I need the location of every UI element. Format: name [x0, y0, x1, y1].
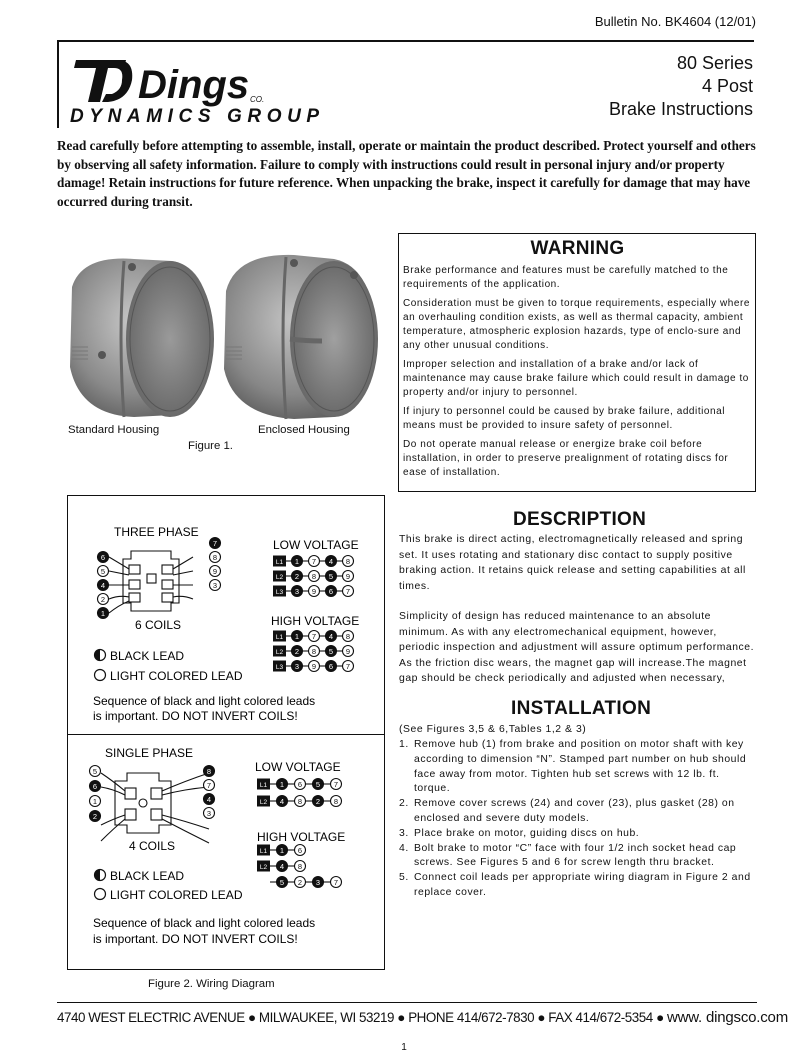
- svg-text:1: 1: [279, 846, 285, 855]
- lead-terminal: [326, 661, 337, 672]
- lead-terminal: [90, 766, 101, 777]
- three-phase-high-voltage: HIGH VOLTAGE: [271, 614, 360, 628]
- svg-text:4: 4: [100, 581, 106, 590]
- step-number: 4.: [399, 842, 409, 854]
- single-phase-low-table: [257, 779, 342, 807]
- svg-text:1: 1: [100, 609, 106, 618]
- step-number: 3.: [399, 827, 409, 839]
- three-phase-right-leads: [210, 538, 221, 591]
- footer-contact: [57, 1009, 788, 1026]
- lead-terminal: [210, 566, 221, 577]
- three-phase-section: [93, 525, 359, 723]
- bullet-icon: ●: [397, 1010, 405, 1025]
- warning-title: WARNING: [530, 238, 625, 259]
- svg-text:8: 8: [206, 767, 212, 776]
- svg-text:3: 3: [294, 587, 300, 596]
- document-title: [609, 52, 753, 121]
- list-item: [399, 738, 759, 797]
- lead-terminal: [343, 661, 354, 672]
- svg-text:L1: L1: [259, 782, 268, 789]
- lead-terminal: [295, 861, 306, 872]
- logo-group: DYNAMICS GROUP: [70, 106, 325, 125]
- lead-terminal: [313, 779, 324, 790]
- svg-text:L2: L2: [275, 649, 284, 656]
- installation-reference: (See Figures 3,5 & 6,Tables 1,2 & 3): [399, 724, 587, 735]
- line-terminal: [273, 571, 286, 582]
- line-terminal: [273, 556, 286, 567]
- step-text: Remove cover screws (24) and cover (23), plus gasket (28) on enclosed and severe duty models.: [414, 798, 735, 824]
- single-phase-right-leads: [204, 766, 215, 819]
- single-phase-light-lead: LIGHT COLORED LEAD: [110, 888, 243, 902]
- line-terminal: [273, 661, 286, 672]
- line-terminal: [257, 779, 270, 790]
- svg-text:2: 2: [297, 878, 303, 887]
- warning-paragraph: If injury to personnel could be caused by brake failure, additional means must be provided to insure safety of personnel.: [403, 406, 726, 431]
- svg-text:9: 9: [345, 572, 351, 581]
- svg-text:5: 5: [315, 780, 321, 789]
- lead-terminal: [295, 779, 306, 790]
- lead-terminal: [295, 877, 306, 888]
- description-title: DESCRIPTION: [513, 509, 647, 530]
- page-number: 1: [401, 1042, 407, 1053]
- dings-mark-icon: [74, 60, 132, 102]
- svg-text:1: 1: [294, 557, 300, 566]
- single-phase-note: Sequence of black and light colored leads: [93, 916, 316, 930]
- dings-logo: [68, 50, 408, 125]
- three-phase-left-leads: [98, 552, 109, 619]
- svg-text:6: 6: [92, 782, 98, 791]
- lead-terminal: [326, 586, 337, 597]
- svg-text:4: 4: [206, 795, 212, 804]
- list-item: [399, 842, 759, 872]
- svg-text:2: 2: [315, 797, 321, 806]
- description-paragraph: Simplicity of design has reduced maintenance to an absolute minimum. As with any electromechanical equipment, however, periodic inspection and adjustment will assure optimum performance. As the friction disc wears, the magnet gap will increase.The magnet gap should be check periodically and adjusted when necessary,: [399, 611, 755, 685]
- svg-text:8: 8: [212, 553, 218, 562]
- lead-terminal: [309, 631, 320, 642]
- lead-terminal: [90, 781, 101, 792]
- lead-terminal: [98, 580, 109, 591]
- footer-fax: FAX 414/672-5354: [548, 1010, 653, 1025]
- lead-terminal: [292, 586, 303, 597]
- svg-text:9: 9: [212, 567, 218, 576]
- lead-terminal: [292, 646, 303, 657]
- bullet-icon: ●: [247, 1010, 256, 1025]
- lead-terminal: [309, 571, 320, 582]
- svg-text:7: 7: [206, 781, 212, 790]
- single-phase-black-lead: BLACK LEAD: [110, 869, 185, 883]
- svg-text:8: 8: [345, 632, 351, 641]
- svg-text:2: 2: [294, 647, 300, 656]
- lead-terminal: [309, 661, 320, 672]
- svg-text:2: 2: [100, 595, 106, 604]
- single-phase-title: SINGLE PHASE: [105, 746, 194, 760]
- figure1-caption: Figure 1.: [188, 440, 233, 452]
- svg-text:7: 7: [345, 587, 351, 596]
- lead-terminal: [343, 631, 354, 642]
- footer-address: 4740 WEST ELECTRIC AVENUE: [57, 1010, 245, 1025]
- lead-terminal: [343, 556, 354, 567]
- svg-text:5: 5: [328, 647, 334, 656]
- lead-terminal: [295, 845, 306, 856]
- list-item: [399, 827, 759, 842]
- title-series: 80 Series: [676, 53, 753, 73]
- line-terminal: [273, 646, 286, 657]
- caption-enclosed-housing: Enclosed Housing: [258, 424, 350, 436]
- step-text: Place brake on motor, guiding discs on hub.: [414, 827, 640, 839]
- lead-terminal: [295, 796, 306, 807]
- black-lead-icon: [95, 650, 106, 661]
- lead-terminal: [331, 877, 342, 888]
- lead-terminal: [292, 631, 303, 642]
- lead-terminal: [277, 861, 288, 872]
- three-phase-low-table: [273, 556, 354, 597]
- svg-text:5: 5: [328, 572, 334, 581]
- svg-text:8: 8: [311, 647, 317, 656]
- lead-terminal: [277, 845, 288, 856]
- warning-paragraph: Brake performance and features must be carefully matched to the requirements of the application.: [403, 265, 729, 290]
- svg-text:8: 8: [345, 557, 351, 566]
- step-text: Connect coil leads per appropriate wiring diagram in Figure 2 and replace cover.: [414, 872, 751, 898]
- lead-terminal: [210, 580, 221, 591]
- svg-text:3: 3: [315, 878, 321, 887]
- svg-text:5: 5: [279, 878, 285, 887]
- lead-terminal: [326, 556, 337, 567]
- svg-text:1: 1: [279, 780, 285, 789]
- single-phase-high-voltage: HIGH VOLTAGE: [257, 830, 346, 844]
- light-lead-icon: [95, 889, 106, 900]
- lead-terminal: [277, 877, 288, 888]
- three-phase-low-voltage: LOW VOLTAGE: [273, 538, 359, 552]
- line-terminal: [273, 631, 286, 642]
- lead-terminal: [292, 661, 303, 672]
- three-phase-black-lead: BLACK LEAD: [110, 649, 185, 663]
- three-phase-note-warning: is important. DO NOT INVERT COILS!: [93, 709, 298, 723]
- lead-terminal: [292, 556, 303, 567]
- svg-text:L3: L3: [275, 664, 284, 671]
- lead-terminal: [98, 566, 109, 577]
- svg-text:7: 7: [345, 662, 351, 671]
- svg-text:8: 8: [311, 572, 317, 581]
- lead-terminal: [210, 538, 221, 549]
- svg-text:1: 1: [92, 797, 98, 806]
- caption-standard-housing: Standard Housing: [68, 424, 160, 436]
- lead-terminal: [204, 808, 215, 819]
- lead-terminal: [313, 877, 324, 888]
- svg-text:6: 6: [297, 846, 303, 855]
- svg-text:3: 3: [294, 662, 300, 671]
- lead-terminal: [90, 796, 101, 807]
- svg-text:7: 7: [333, 780, 339, 789]
- svg-text:8: 8: [297, 862, 303, 871]
- logo-brand: Dings: [138, 63, 250, 107]
- lead-terminal: [326, 631, 337, 642]
- svg-text:L2: L2: [259, 864, 268, 871]
- lead-terminal: [343, 571, 354, 582]
- lead-terminal: [309, 646, 320, 657]
- standard-housing-photo: [62, 247, 220, 427]
- svg-text:L1: L1: [259, 848, 268, 855]
- svg-text:L2: L2: [259, 799, 268, 806]
- three-phase-note: Sequence of black and light colored leads: [93, 694, 316, 708]
- svg-text:7: 7: [311, 557, 317, 566]
- lead-terminal: [204, 794, 215, 805]
- svg-text:4: 4: [328, 632, 334, 641]
- warning-paragraph: Improper selection and installation of a brake and/or lack of maintenance may cause brake failure which could result in damage to property and/or injury to personnel.: [403, 359, 749, 398]
- footer-website[interactable]: www. dingsco.com: [666, 1009, 788, 1026]
- step-number: 2.: [399, 798, 409, 810]
- three-phase-light-lead: LIGHT COLORED LEAD: [110, 669, 243, 683]
- figure2-caption: Figure 2. Wiring Diagram: [148, 978, 275, 990]
- svg-text:3: 3: [206, 809, 212, 818]
- three-phase-title: THREE PHASE: [114, 525, 199, 539]
- three-phase-coils-label: 6 COILS: [135, 618, 182, 632]
- svg-text:4: 4: [328, 557, 334, 566]
- step-text: Bolt brake to motor “C” face with four 1/2 inch socket head cap screws. See Figures 5 and 6 for screw length thru bracket.: [414, 842, 737, 869]
- svg-text:9: 9: [311, 662, 317, 671]
- lead-terminal: [343, 586, 354, 597]
- description-paragraph: This brake is direct acting, electromagnetically released and spring set. It uses rotating and stationary disc contact to supply positive braking action. It retains quick release and setting capabilities at all times.: [399, 534, 746, 592]
- lead-terminal: [331, 779, 342, 790]
- svg-text:7: 7: [212, 539, 218, 548]
- warning-paragraph: Do not operate manual release or energize brake coil before installation, in order to preserve prealignment of rotating discs for ease of installation.: [403, 439, 729, 478]
- lead-terminal: [98, 552, 109, 563]
- svg-text:6: 6: [297, 780, 303, 789]
- footer-phone: PHONE 414/672-7830: [408, 1010, 535, 1025]
- lead-terminal: [292, 571, 303, 582]
- wiring-diagram: [67, 495, 385, 970]
- svg-text:9: 9: [311, 587, 317, 596]
- svg-text:4: 4: [279, 862, 285, 871]
- title-post: 4 Post: [701, 76, 753, 96]
- svg-text:5: 5: [100, 567, 106, 576]
- lead-terminal: [98, 608, 109, 619]
- svg-text:6: 6: [100, 553, 106, 562]
- title-instructions: Brake Instructions: [608, 99, 753, 119]
- svg-text:L1: L1: [275, 634, 284, 641]
- bulletin-number: Bulletin No. BK4604 (12/01): [594, 14, 756, 29]
- lead-terminal: [210, 552, 221, 563]
- warning-paragraph: Consideration must be given to torque requirements, especially where an overhauling condition exists, as well as thermal capacity, ambient temperature, atmospheric explosion hazards, type of enclo-sure and any other unusual conditions.: [403, 298, 751, 351]
- svg-text:6: 6: [328, 587, 334, 596]
- svg-text:7: 7: [311, 632, 317, 641]
- single-phase-note-warning: is important. DO NOT INVERT COILS!: [93, 932, 298, 946]
- svg-text:7: 7: [333, 878, 339, 887]
- single-phase-section: [90, 746, 346, 946]
- logo-co: CO.: [250, 95, 265, 104]
- lead-terminal: [313, 796, 324, 807]
- lead-terminal: [90, 811, 101, 822]
- list-item: [399, 797, 759, 827]
- lead-terminal: [343, 646, 354, 657]
- bullet-icon: ●: [656, 1010, 664, 1025]
- black-lead-icon: [95, 870, 106, 881]
- lead-terminal: [98, 594, 109, 605]
- svg-text:3: 3: [212, 581, 218, 590]
- svg-text:6: 6: [328, 662, 334, 671]
- lead-terminal: [331, 796, 342, 807]
- svg-text:2: 2: [92, 812, 98, 821]
- step-text: Remove hub (1) from brake and position on motor shaft with key according to dimension “N”. Stamped part number on hub should face away from motor. Tighten hub set screws with 12 lb. ft. torque.: [414, 739, 747, 795]
- footer-city: MILWAUKEE, WI 53219: [258, 1010, 394, 1025]
- installation-title: INSTALLATION: [511, 698, 652, 719]
- lead-terminal: [309, 586, 320, 597]
- lead-terminal: [326, 571, 337, 582]
- lead-terminal: [309, 556, 320, 567]
- svg-text:1: 1: [294, 632, 300, 641]
- svg-text:2: 2: [294, 572, 300, 581]
- svg-text:8: 8: [297, 797, 303, 806]
- line-terminal: [257, 861, 270, 872]
- lead-terminal: [204, 780, 215, 791]
- light-lead-icon: [95, 670, 106, 681]
- svg-text:L1: L1: [275, 559, 284, 566]
- svg-text:5: 5: [92, 767, 98, 776]
- svg-text:L2: L2: [275, 574, 284, 581]
- lead-terminal: [204, 766, 215, 777]
- three-phase-high-table: [273, 631, 354, 672]
- lead-terminal: [277, 779, 288, 790]
- single-phase-high-table: [257, 845, 342, 888]
- bullet-icon: ●: [537, 1010, 546, 1025]
- step-number: 5.: [399, 872, 409, 884]
- line-terminal: [257, 845, 270, 856]
- svg-text:9: 9: [345, 647, 351, 656]
- list-item: [399, 871, 759, 901]
- safety-intro: Read carefully before attempting to assemble, install, operate or maintain the product described. Protect yourself and others by observing all safety information. Failure to comply with instructions could result in personal injury and/or property damage! Retain instructions for future reference. When unpacking the brake, inspect it carefully for damage that may have occurred during transit.: [57, 138, 756, 209]
- lead-terminal: [326, 646, 337, 657]
- three-phase-coil-block: [109, 551, 193, 613]
- enclosed-housing-photo: [218, 247, 384, 427]
- footer-rule: [57, 1002, 757, 1003]
- line-terminal: [257, 796, 270, 807]
- single-phase-coil-block: [101, 773, 212, 843]
- single-phase-left-leads: [90, 766, 101, 822]
- installation-steps: [399, 738, 759, 901]
- step-number: 1.: [399, 739, 409, 750]
- single-phase-low-voltage: LOW VOLTAGE: [255, 760, 341, 774]
- lead-terminal: [277, 796, 288, 807]
- svg-text:L3: L3: [275, 589, 284, 596]
- single-phase-coils-label: 4 COILS: [129, 839, 176, 853]
- svg-text:8: 8: [333, 797, 339, 806]
- svg-text:4: 4: [279, 797, 285, 806]
- warning-box: [398, 233, 756, 492]
- line-terminal: [273, 586, 286, 597]
